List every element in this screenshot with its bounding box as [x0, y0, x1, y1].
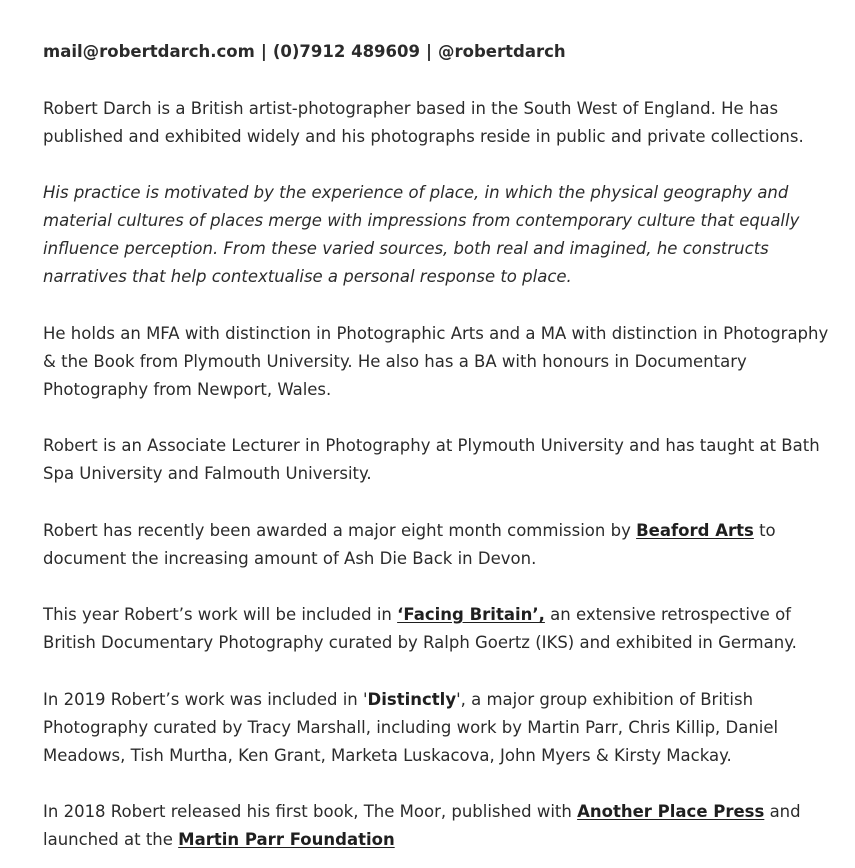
distinctly-text: In 2019 Robert’s work was included in '	[43, 689, 368, 709]
facing-britain-text: This year Robert’s work will be included in	[43, 605, 398, 624]
book-text: and launched at the	[43, 802, 801, 849]
facing-britain-link[interactable]: ‘Facing Britain’,	[397, 605, 545, 624]
contact-line	[43, 38, 833, 66]
email-link[interactable]: mail@robertdarch.com	[43, 42, 255, 61]
another-place-press-link[interactable]: Another Place Press	[577, 802, 765, 821]
martin-parr-foundation-link[interactable]: Martin Parr Foundation	[178, 830, 395, 849]
bio-content	[43, 38, 833, 854]
teaching-paragraph: Robert is an Associate Lecturer in Photography at Plymouth University and has taught at Bath Spa University and Falmouth University.	[43, 436, 820, 483]
distinctly-text: ', a major group exhibition of British Photography curated by Tracy Marshall, including work by Martin Parr, Chris Killip, Daniel Meadows, Tish Murtha, Ken Grant, Marketa Luskacova, John Myers & Kirsty Mackay.	[43, 689, 779, 765]
distinctly-paragraph	[43, 686, 833, 770]
facing-britain-text: an extensive retrospective of British Documentary Photography curated by Ralph Goertz (IKS) and exhibited in Germany.	[43, 605, 797, 652]
education-paragraph: He holds an MFA with distinction in Photographic Arts and a MA with distinction in Photography & the Book from Plymouth University. He also has a BA with honours in Documentary Photography from Newport, Wales.	[43, 323, 829, 399]
commission-paragraph	[43, 517, 833, 573]
practice-paragraph: His practice is motivated by the experience of place, in which the physical geography and material cultures of places merge with impressions from contemporary culture that equally influence perception. From these varied sources, both real and imagined, he constructs narratives that help contextualise a personal response to place.	[43, 183, 800, 286]
commission-text: Robert has recently been awarded a major eight month commission by	[43, 520, 637, 540]
separator: |	[425, 42, 433, 61]
facing-britain-paragraph	[43, 601, 833, 657]
separator: |	[260, 42, 267, 61]
book-text: In 2018 Robert released his first book, The Moor, published with	[43, 802, 578, 821]
beaford-arts-link[interactable]: Beaford Arts	[636, 520, 754, 540]
phone-number[interactable]: (0)7912 489609	[272, 42, 420, 61]
social-handle-link[interactable]: @robertdarch	[438, 42, 566, 61]
distinctly-title: Distinctly	[367, 689, 457, 709]
intro-paragraph: Robert Darch is a British artist-photographer based in the South West of England. He has published and exhibited widely and his photographs reside in public and private collections.	[43, 98, 804, 146]
commission-text: to document the increasing amount of Ash Die Back in Devon.	[43, 520, 776, 568]
book-paragraph	[43, 798, 833, 854]
